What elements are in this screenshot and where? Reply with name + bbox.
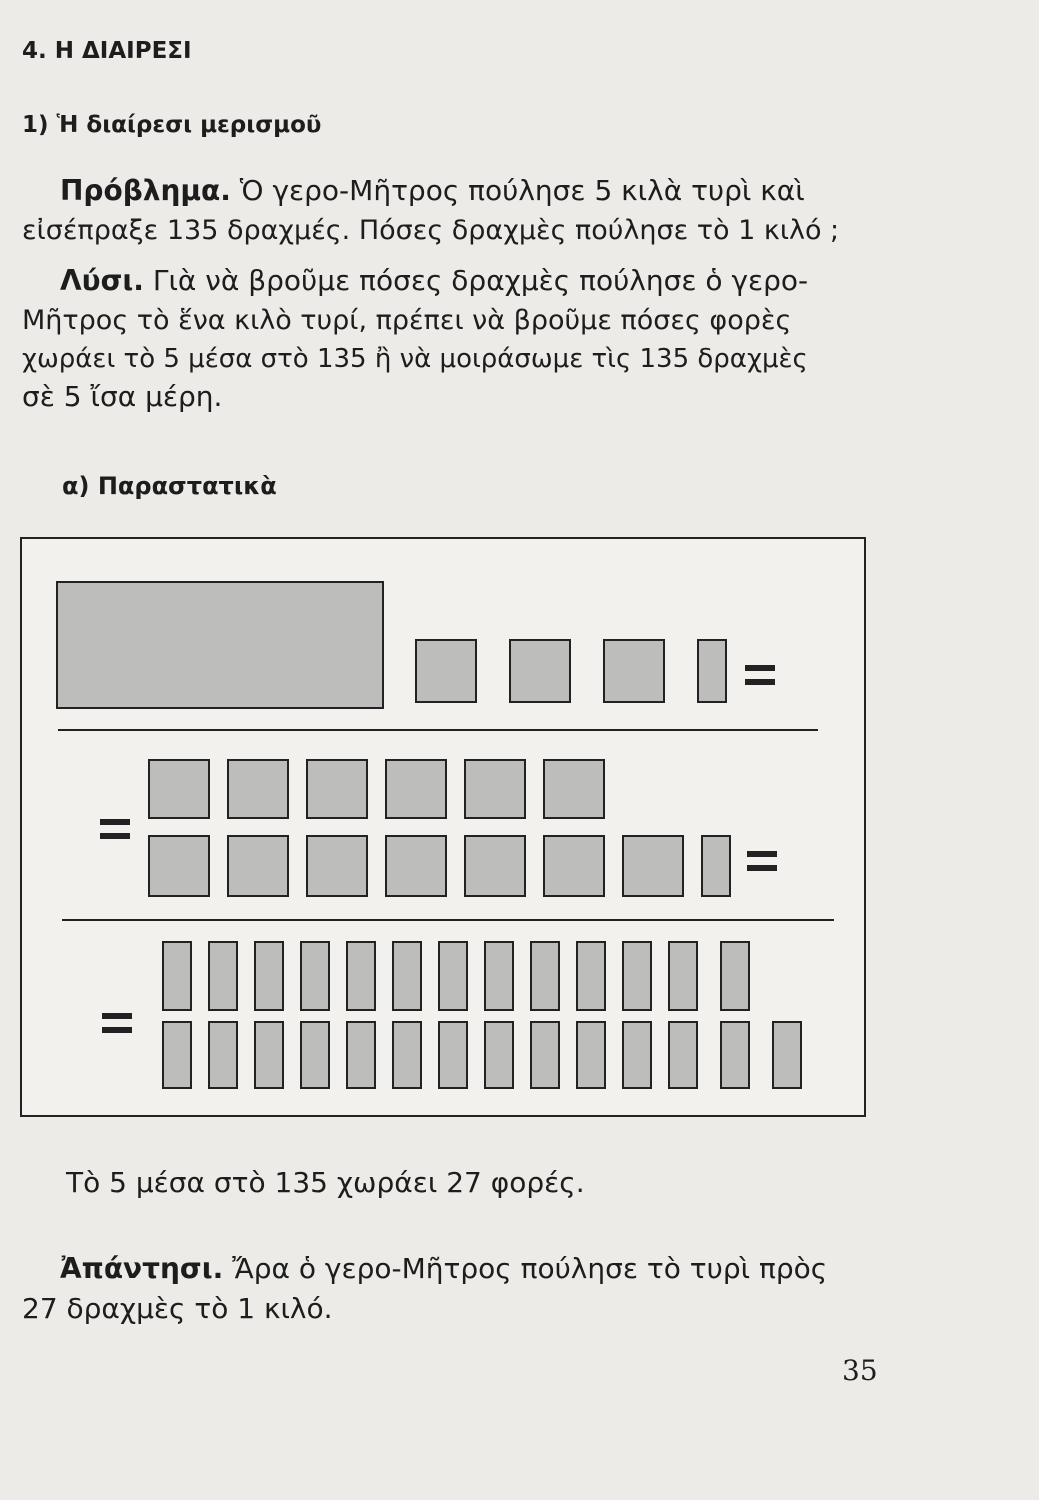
medium-block <box>385 835 447 897</box>
thin-block <box>720 941 750 1011</box>
thin-block <box>530 1021 560 1089</box>
thin-block <box>162 1021 192 1089</box>
thin-block <box>668 941 698 1011</box>
division-diagram <box>20 537 866 1117</box>
solution-text-1: Γιὰ νὰ βροῦμε πόσες δραχμὲς πούλησε ὁ γερο- <box>152 264 809 297</box>
medium-block <box>385 759 447 819</box>
thin-block <box>208 1021 238 1089</box>
thin-block <box>697 639 727 703</box>
medium-block <box>227 759 289 819</box>
medium-block <box>622 835 684 897</box>
thin-block <box>300 941 330 1011</box>
medium-block <box>543 835 605 897</box>
thin-block <box>622 1021 652 1089</box>
result-text: Τὸ 5 μέσα στὸ 135 χωράει 27 φορές. <box>66 1166 585 1199</box>
solution-label: Λύσι. <box>60 264 144 297</box>
solution-line-2: Μῆτρος τὸ ἕνα κιλὸ τυρί, πρέπει νὰ βροῦμε πόσες φορὲς <box>22 305 792 336</box>
medium-block <box>464 835 526 897</box>
solution-line-3: χωράει τὸ 5 μέσα στὸ 135 ἢ νὰ μοιράσωμε τὶς 135 δραχμὲς <box>22 344 808 374</box>
divider-line <box>58 729 818 731</box>
page-number: 35 <box>842 1354 878 1387</box>
medium-block <box>509 639 571 703</box>
equals-sign <box>102 1013 132 1033</box>
medium-block <box>306 835 368 897</box>
thin-block <box>162 941 192 1011</box>
medium-block <box>306 759 368 819</box>
problem-text-1: Ὁ γερο-Μῆτρος πούλησε 5 κιλὰ τυρὶ καὶ <box>239 174 805 207</box>
thin-block <box>772 1021 802 1089</box>
medium-block <box>148 759 210 819</box>
divider-line <box>62 919 834 921</box>
thin-block <box>254 941 284 1011</box>
solution-line-1 <box>60 262 808 300</box>
medium-block <box>603 639 665 703</box>
section-title: 4. Η ΔΙΑΙΡΕΣΙ <box>22 38 192 64</box>
medium-block <box>543 759 605 819</box>
thin-block <box>484 941 514 1011</box>
thin-block <box>346 1021 376 1089</box>
thin-block <box>622 941 652 1011</box>
equals-sign <box>747 851 777 871</box>
problem-line-1 <box>60 172 805 210</box>
medium-block <box>227 835 289 897</box>
subsection-title: 1) Ἡ διαίρεσι μερισμοῦ <box>22 112 322 138</box>
thin-block <box>720 1021 750 1089</box>
equals-sign <box>745 665 775 685</box>
answer-line-2: 27 δραχμὲς τὸ 1 κιλό. <box>22 1292 333 1325</box>
thin-block <box>438 1021 468 1089</box>
solution-line-4: σὲ 5 ἴσα μέρη. <box>22 380 223 413</box>
medium-block <box>464 759 526 819</box>
problem-line-2: εἰσέπραξε 135 δραχμές. Πόσες δραχμὲς πούλησε τὸ 1 κιλό ; <box>22 215 840 246</box>
thin-block <box>530 941 560 1011</box>
thin-block <box>346 941 376 1011</box>
method-label: α) Παραστατικὰ <box>62 472 277 500</box>
thin-block <box>208 941 238 1011</box>
medium-block <box>415 639 477 703</box>
thin-block <box>438 941 468 1011</box>
big-block <box>56 581 384 709</box>
thin-block <box>484 1021 514 1089</box>
thin-block <box>576 1021 606 1089</box>
answer-line-1 <box>60 1250 827 1288</box>
thin-block <box>392 941 422 1011</box>
thin-block <box>576 941 606 1011</box>
thin-block <box>300 1021 330 1089</box>
answer-text-1: Ἄρα ὁ γερο-Μῆτρος πούλησε τὸ τυρὶ πρὸς <box>232 1252 828 1285</box>
thin-block <box>254 1021 284 1089</box>
thin-block <box>701 835 731 897</box>
thin-block <box>392 1021 422 1089</box>
medium-block <box>148 835 210 897</box>
answer-label: Ἀπάντησι. <box>60 1252 224 1285</box>
equals-sign <box>100 819 130 839</box>
problem-label: Πρόβλημα. <box>60 174 231 207</box>
thin-block <box>668 1021 698 1089</box>
